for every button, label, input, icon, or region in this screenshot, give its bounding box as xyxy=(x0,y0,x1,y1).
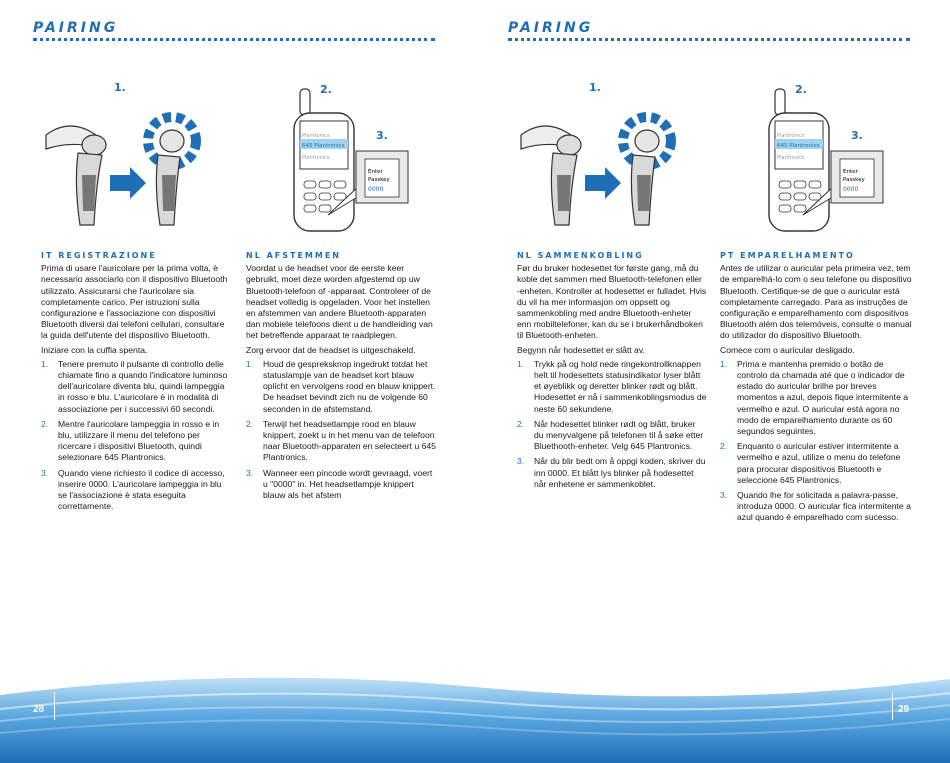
mobile-phone-icon xyxy=(769,89,829,231)
section-intro: Voordat u de headset voor de eerste keer gebruikt, moet deze worden afgestemd op uw Bluetooth-telefoon of -apparaat. Controleer of de headset volledig is opgeladen. Voor het instellen en afstemmen van andere Bluetooth-apparaten dan mobiele telefoons dient u de handleiding van het betreffende apparaat te raadplegen. xyxy=(246,263,433,341)
arrow-right-icon xyxy=(110,167,146,199)
right-page xyxy=(475,0,950,763)
section-heading: NL SAMMENKOBLING xyxy=(517,251,644,260)
step-text: Prima e mantenha premido o botão de controlo da chamada até que o indicador de estado do auricular brilhe por breves momentos a azul, depois fique intermitente a vermelho e azul. O auricular está agora no modo de emparelhamento durante os 60 segundos seguintes. xyxy=(737,358,909,437)
step-item xyxy=(41,359,233,415)
step-number: 1. xyxy=(246,358,254,369)
steps-list xyxy=(246,359,436,501)
step-text: Houd de gespreksknop ingedrukt totdat het statuslampje van de headset kort blauw oplicht en vervolgens rood en blauw knippert. De headset bevindt zich nu de volgende 60 seconden in de afstemstand. xyxy=(263,358,436,414)
phone-line-2: 645 Plantronics xyxy=(777,143,820,149)
headset-icon xyxy=(521,126,581,225)
section-intro: Før du bruker hodesettet for første gang, må du koble det sammen med Bluetooth-telefonen eller -enheten. Kontroller at hodesettet er fulladet. Hvis du vil ha mer informasjon om oppsett og sammenkobling med andre Bluetooth-enheter enn mobiltelefoner, kan du se i brukerhåndboken til Bluetooth-enheten. xyxy=(517,263,707,341)
step-item xyxy=(41,468,233,513)
step-text: Tenere premuto il pulsante di controllo delle chiamate fino a quando l'indicatore luminoso dell'auricolare diventa blu, quindi lampeggia in rosso e blu. L'auricolare è in modalità di associazione per i successivi 60 secondi. xyxy=(58,358,228,414)
section-heading: PT EMPARELHAMENTO xyxy=(720,251,855,260)
step-number: 3. xyxy=(720,490,728,501)
step-label-1: 1. xyxy=(589,81,601,94)
step-label-2: 2. xyxy=(320,83,332,96)
page-title: PAIRING xyxy=(508,20,594,36)
step-item xyxy=(720,359,912,437)
page-number-right: 29 xyxy=(898,704,910,715)
step-item xyxy=(246,359,436,415)
pairing-illustration xyxy=(30,75,450,245)
section-pt xyxy=(720,250,912,528)
step-text: Når hodesettet blinker rødt og blått, bruker du menyvalgene på telefonen til å søke etter Bluethooth-enheter. Velg 645 Plantronics. xyxy=(534,418,704,452)
step-number: 1. xyxy=(720,358,728,369)
step-number: 2. xyxy=(41,418,49,429)
page-title: PAIRING xyxy=(33,20,119,36)
step-label-3: 3. xyxy=(376,129,388,142)
section-heading: IT REGISTRAZIONE xyxy=(41,251,157,260)
pairing-illustration xyxy=(505,75,925,245)
step-item xyxy=(246,419,436,464)
passkey-label-1: Enter xyxy=(843,169,858,175)
section-intro: Antes de utilizar o auricular pela primeira vez, tem de emparelhá-lo com o seu telefone ou dispositivo Bluetooth. Certifique-se de que o auricular está completamente carregado. Para as instruções de configuração e emparelhamento com dispositivos Bluetooth além dos telemóveis, consulte o manual do utilizador do dispositivo Bluetooth. xyxy=(720,263,912,341)
step-number: 3. xyxy=(41,467,49,478)
glowing-headset-icon xyxy=(148,117,196,225)
step-item xyxy=(720,490,912,524)
footer-wave xyxy=(0,665,950,763)
phone-line-1: Plantronics xyxy=(302,133,330,139)
step-number: 1. xyxy=(41,358,49,369)
steps-list xyxy=(41,359,233,513)
section-start: Zorg ervoor dat de headset is uitgeschakeld. xyxy=(246,344,416,355)
passkey-code: 0000 xyxy=(843,186,859,193)
footer-rule-right xyxy=(892,692,893,720)
section-it xyxy=(41,250,233,516)
headset-icon xyxy=(46,126,106,225)
glowing-headset-icon xyxy=(623,117,671,225)
section-no xyxy=(517,250,707,494)
step-text: Mentre l'auricolare lampeggia in rosso e in blu, utilizzare il menu del telefono per ricercare i dispositivi Bluetooth, quindi selezionare 645 Plantronics. xyxy=(58,418,220,463)
steps-list xyxy=(517,359,707,490)
step-item xyxy=(720,441,912,486)
step-text: Wanneer een pincode wordt gevraagd, voert u "0000" in. Het headsetlampje knippert blauw als het afstem xyxy=(263,467,433,501)
section-start: Begynn når hodesettet er slått av. xyxy=(517,344,645,355)
step-text: Når du blir bedt om å oppgi koden, skriver du inn 0000. Et blått lys blinker på hodesettet når enhetene er sammenkoblet. xyxy=(534,456,706,489)
step-item xyxy=(246,468,436,502)
section-start: Comece com o auricular desligado. xyxy=(720,344,855,355)
phone-line-1: Plantronics xyxy=(777,133,805,139)
step-number: 3. xyxy=(517,456,525,467)
step-text: Quando viene richiesto il codice di accesso, inserire 0000. L'auricolare lampeggia in blu se l'associazione è stata eseguita correttamente. xyxy=(58,467,225,512)
step-text: Terwijl het headsetlampje rood en blauw knippert, zoekt u in het menu van de telefoon naar Bluetooth-apparaten en selecteert u 645 Plantronics. xyxy=(263,418,436,463)
phone-line-3: Plantronics xyxy=(302,155,330,161)
step-item xyxy=(517,419,707,453)
step-item xyxy=(517,359,707,415)
step-text: Enquanto o auricular estiver intermitente a vermelho e azul, utilize o menu do telefone para procurar dispositivos Bluetooth e seleccione 645 Plantronics. xyxy=(737,441,901,485)
step-text: Quando lhe for solicitada a palavra-passe, introduza 0000. O auricular fica intermitente a azul quando é emparelhado com sucesso. xyxy=(737,490,911,523)
section-intro: Prima di usare l'auricolare per la prima volta, è necessario associarlo con il dispositivo Bluetooth utilizzato. Assicurarsi che l'auricolare sia completamente carico. Per istruzioni sulla configurazione e l'associazione con dispositivi Bluetooth diversi dai telefoni cellulari, consultare la guida dell'utente del dispositivo Bluetooth. xyxy=(41,263,228,341)
passkey-label-1: Enter xyxy=(368,169,383,175)
phone-line-2: 645 Plantronics xyxy=(302,143,345,149)
steps-list xyxy=(720,359,912,524)
passkey-label-2: Passkey xyxy=(843,177,865,183)
step-item xyxy=(517,456,707,490)
section-heading: NL AFSTEMMEN xyxy=(246,251,341,260)
step-label-3: 3. xyxy=(851,129,863,142)
step-label-1: 1. xyxy=(114,81,126,94)
step-item xyxy=(41,419,233,464)
step-number: 3. xyxy=(246,467,254,478)
passkey-code: 0000 xyxy=(368,186,384,193)
passkey-label-2: Passkey xyxy=(368,177,390,183)
section-nl xyxy=(246,250,436,505)
section-start: Iniziare con la cuffia spenta. xyxy=(41,344,148,355)
step-number: 2. xyxy=(517,418,525,429)
step-number: 2. xyxy=(246,418,254,429)
footer-rule-left xyxy=(54,692,55,720)
title-divider xyxy=(33,38,435,41)
step-label-2: 2. xyxy=(795,83,807,96)
step-number: 1. xyxy=(517,358,525,369)
phone-line-3: Plantronics xyxy=(777,155,805,161)
title-divider xyxy=(508,38,910,41)
step-number: 2. xyxy=(720,441,728,452)
step-text: Trykk på og hold nede ringekontrollknappen helt til hodesettets statusindikator lyser blått et øyeblikk og deretter blinker rødt og blått. Hodesettet er nå i sammenkoblingsmodus de neste 60 sekundene. xyxy=(534,358,707,414)
page-number-left: 28 xyxy=(33,704,45,715)
mobile-phone-icon xyxy=(294,89,354,231)
arrow-right-icon xyxy=(585,167,621,199)
